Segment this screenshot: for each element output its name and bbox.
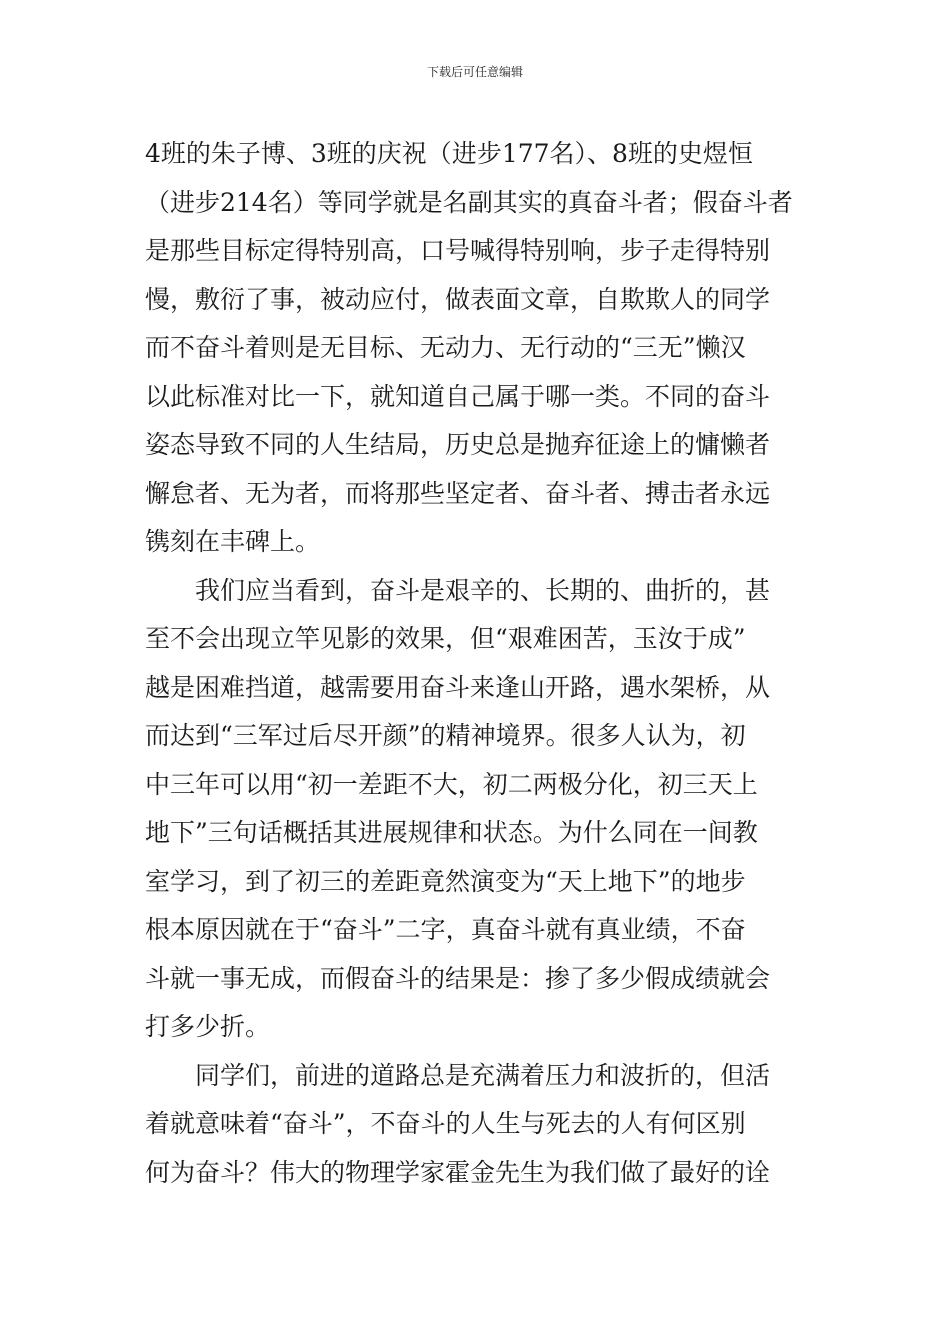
text-line: 而不奋斗着则是无目标、无动力、无行动的“三无”懒汉 [145, 333, 746, 362]
text-line: 姿态导致不同的人生结局，历史总是抛弃征途上的慵懒者 [145, 430, 771, 459]
text-line: 室学习，到了初三的差距竟然演变为“天上地下”的地步 [145, 866, 746, 896]
text-line: 慢，敷衍了事，被动应付，做表面文章，自欺欺人的同学 [145, 284, 771, 314]
text-line: 地下”三句话概括其进展规律和状态。为什么同在一间教 [145, 818, 758, 847]
text-line: 我们应当看到，奋斗是艰辛的、长期的、曲折的，甚 [145, 575, 771, 605]
text-line: 至不会出现立竿见影的效果，但“艰难困苦，玉汝于成” [145, 624, 746, 653]
text-line: 何为奋斗？伟大的物理学家霍金先生为我们做了最好的诠 [145, 1157, 771, 1187]
text-line: 以此标准对比一下，就知道自己属于哪一类。不同的奋斗 [145, 381, 771, 411]
text-line: 根本原因就在于“奋斗”二字，真奋斗就有真业绩，不奋 [145, 915, 746, 944]
text-line: 镌刻在丰碑上。 [145, 527, 321, 556]
page-header: 下载后可任意编辑 [426, 65, 523, 79]
text-line: 是那些目标定得特别高，口号喊得特别响，步子走得特别 [145, 236, 771, 265]
text-line: 同学们，前进的道路总是充满着压力和波折的，但活 [145, 1060, 771, 1090]
text-line: 斗就一事无成，而假奋斗的结果是：掺了多少假成绩就会 [145, 963, 771, 993]
text-line: （进步214名）等同学就是名副其实的真奋斗者；假奋斗者 [145, 187, 793, 217]
text-line: 中三年可以用“初一差距不大，初二两极分化，初三天上 [145, 769, 758, 799]
text-line: 越是困难挡道，越需要用奋斗来逢山开路，遇水架桥，从 [145, 672, 771, 702]
text-line: 4班的朱子博、3班的庆祝（进步177名）、8班的史煜恒 [145, 139, 753, 168]
text-line: 懈怠者、无为者，而将那些坚定者、奋斗者、搏击者永远 [145, 478, 771, 508]
document-body [145, 130, 825, 1197]
text-line: 打多少折。 [145, 1012, 271, 1041]
text-line: 而达到“三军过后尽开颜”的精神境界。很多人认为，初 [145, 721, 746, 750]
text-line: 着就意味着“奋斗”，不奋斗的人生与死去的人有何区别 [145, 1109, 746, 1138]
